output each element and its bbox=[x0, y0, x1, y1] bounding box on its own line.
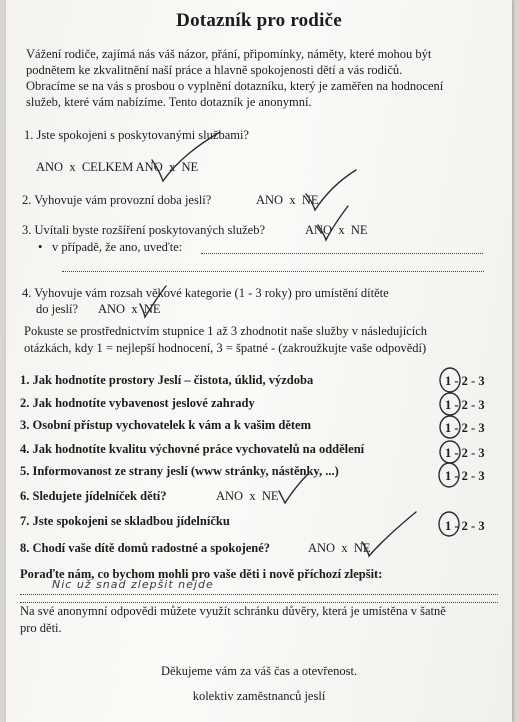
question-4-line-2: do jeslí? bbox=[36, 302, 79, 316]
answer-line[interactable] bbox=[20, 602, 498, 603]
question-7: 7. Jste spokojeni se skladbou jídelníčku bbox=[20, 514, 230, 528]
handwritten-answer[interactable]: Nic už snad zlepšit nejde bbox=[52, 578, 214, 591]
rated-question-1: 1. Jak hodnotíte prostory Jeslí – čistota, úklid, výzdoba bbox=[20, 373, 314, 387]
question-6: 6. Sledujete jídelníček dětí? bbox=[20, 489, 167, 503]
intro-line-4: služeb, které vám nabízíme. Tento dotazník je anonymní. bbox=[26, 95, 312, 109]
rated-question-3: 3. Osobní přístup vychovatelek k vám a k vašim dětem bbox=[20, 418, 311, 432]
rating-scale-4[interactable]: 1 - 2 - 3 bbox=[445, 446, 485, 460]
improve-prompt: Poraďte nám, co bychom mohli pro vaše děti i nově příchozí zlepšit: bbox=[20, 567, 383, 581]
answer-line[interactable] bbox=[62, 271, 484, 272]
question-3: 3. Uvítali byste rozšíření poskytovaných služeb? bbox=[22, 223, 265, 237]
question-8: 8. Chodí vaše dítě domů radostné a spokojené? bbox=[20, 541, 271, 555]
scale-intro-line-2: otázkách, kdy 1 = nejlepší hodnocení, 3 = špatné - (zakroužkujte vaše odpovědí) bbox=[24, 341, 427, 355]
rating-scale-2[interactable]: 1 - 2 - 3 bbox=[445, 398, 485, 412]
rating-scale-3[interactable]: 1 - 2 - 3 bbox=[445, 421, 485, 435]
question-4-options[interactable]: ANO x NE bbox=[98, 302, 161, 316]
question-4-line-1: 4. Vyhovuje vám rozsah věkové kategorie (1 - 3 roky) pro umístění dítěte bbox=[22, 286, 389, 300]
answer-line[interactable] bbox=[20, 594, 498, 595]
question-2-options[interactable]: ANO x NE bbox=[256, 193, 319, 207]
trust-box-line-1: Na své anonymní odpovědi můžete využít schránku důvěry, která je umístěna v šatně bbox=[20, 604, 446, 618]
questionnaire-sheet bbox=[6, 0, 512, 722]
scale-intro-line-1: Pokuste se prostřednictvím stupnice 1 až 3 zhodnotit naše služby v následujících bbox=[24, 324, 428, 338]
intro-line-3: Obracíme se na vás s prosbou o vyplnění dotazníku, který je zaměřen na hodnocení bbox=[26, 79, 444, 93]
trust-box-line-2: pro děti. bbox=[20, 621, 62, 635]
question-3-subtext: v případě, že ano, uveďte: bbox=[52, 240, 183, 254]
page-title: Dotazník pro rodiče bbox=[176, 10, 342, 31]
question-3-bullet: • bbox=[38, 240, 43, 254]
intro-line-2: podnětem ke zkvalitnění naší práce a hlavně spokojenosti dětí a vás rodičů. bbox=[26, 63, 403, 77]
rated-question-2: 2. Jak hodnotíte vybavenost jeslové zahrady bbox=[20, 396, 255, 410]
question-2: 2. Vyhovuje vám provozní doba jeslí? bbox=[22, 193, 212, 207]
question-6-options[interactable]: ANO x NE bbox=[216, 489, 279, 503]
rating-scale-5[interactable]: 1 - 2 - 3 bbox=[445, 469, 485, 483]
rating-scale-7[interactable]: 1 - 2 - 3 bbox=[445, 519, 485, 533]
question-1: 1. Jste spokojeni s poskytovanými službami? bbox=[24, 128, 249, 142]
answer-line[interactable] bbox=[201, 253, 483, 254]
question-3-options[interactable]: ANO x NE bbox=[305, 223, 368, 237]
question-8-options[interactable]: ANO x NE bbox=[308, 541, 371, 555]
thanks-text: Děkujeme vám za váš čas a otevřenost. bbox=[160, 664, 358, 678]
signature-text: kolektiv zaměstnanců jeslí bbox=[192, 689, 326, 703]
rated-question-4: 4. Jak hodnotíte kvalitu výchovné práce vychovatelů na oddělení bbox=[20, 442, 365, 456]
intro-line-1: Vážení rodiče, zajímá nás váš názor, přání, připomínky, náměty, které mohou být bbox=[26, 47, 432, 61]
rated-question-5: 5. Informovanost ze strany jeslí (www stránky, nástěnky, ...) bbox=[20, 464, 339, 478]
question-1-options[interactable]: ANO x CELKEM ANO x NE bbox=[36, 160, 199, 174]
rating-scale-1[interactable]: 1 - 2 - 3 bbox=[445, 374, 485, 388]
